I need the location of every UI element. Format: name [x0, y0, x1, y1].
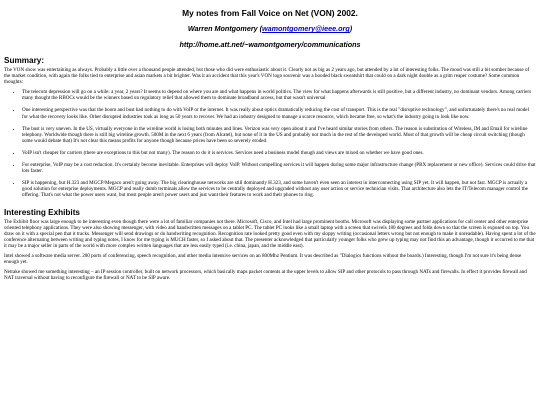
- page-title: My notes from Fall Voice on Net (VON) 2002.: [182, 8, 358, 18]
- summary-intro: The VON show was entertaining as always. Probably a little over a thousand people attended, but those who did were enthusiastic about it. Clearly not as big as 2 years ago, but attended by a lot of interesting folks. The mood was still a bit somber because of the market condition, with again the folks tied to enterprise and asian markets a bit brighter. Was it an accident that this year's VON logo souvenir was a hooded black sweatshirt that could on a dark night double as a grim reaper costume? Some common thoughts:: [4, 67, 530, 86]
- list-item: • VoIP isn't cheaper for carriers (there are exceptions to this but not many). The reason to do it is services. Services need a business model though and views are mixed on whether we have good ones.: [22, 150, 536, 156]
- exhibits-paragraph: The Exhibit floor was large enough to be interesting even though there were a lot of familiar companies not there. Microsoft, Cisco, and Intel had large prominent booths. Microsoft was displaying some partner applications for call center and other enterprise oriented telephony applications. They were also showing messenger, with video and handwritten messages on a tablet PC. The tablet PC looks like a small laptop with a screen that swivels 180 degrees and folds down so that the screen is exposed on top. You draw on it with a special pen that it tracks. Messenger will send drawings or do handwriting recognition. Recognition rate looked pretty good even with my sloppy writing (occasional letters wrong but not enough to make it unreadable). Having spent a lot of the conference alternating between writing and typing notes, I know for me typing is MUCH faster, so I asked about that. The presenter acknowledged that particularly younger folks who grew up typing may not find this an advantage, though it occurred to me that it may be a major seller in parts of the world with more complex written languages that are less easily typed (i.e. china, japan, and the middle east).: [4, 218, 536, 249]
- homepage-url: http://home.att.net/~wamontgomery/communications: [179, 40, 361, 49]
- author-line: [4, 24, 536, 34]
- list-item: • One interesting perspective was that the boom and bust had nothing to do with VoIP or the internet. It was really about optics dramatically reducing the cost of transport. This is the real "disruptive technology", and unfortunately there's no real model for what the recovery looks like. Other disrupted industries took as long as 50 years to recover. We had an industry designed to manage a scarce resource, which became free, so what's the industry going to look like now.: [22, 107, 536, 119]
- list-item: • The telecom depression will go on a while: a year, 2 years? It seems to depend on where you are and what happens in world politics. The view for what happens afterwards is still positive, but a different industry, no dominant vendors. Among carriers many thought the RBOCs would be the winners based on regulatory relief that allowed them to dominate broadband access, but that wasn't universal: [22, 89, 536, 101]
- list-item: • The bust is very uneven. In the US, virtually everyone in the wireline world is losing both minutes and lines. Verizon was very open about it and I've heard similar stories from others. The reason is substitution of Wireless, IM and Email for wireline telephony. Worldwide though there is still big wireline growth. 500M in the next 6 years (from Alcatel), but none of it in the US and probably not much in the rest of the developed world. Most of that growth will be cheap circuit switching (though some would debate that) It's not clear this means profits for anyone though because prices have been so severely eroded.: [22, 126, 536, 144]
- exhibits-paragraph: Netrake showed me something interesting – an IP session controller, built on network processors, which basically maps packet contents at the upper levels to allow SIP and other protocols to pass through NATs and firewalls. In effect it provides firewall and NAT traversal without having to reconfigure the firewall or NAT to be SIP aware.: [4, 269, 527, 282]
- summary-heading: Summary:: [4, 56, 45, 65]
- exhibits-heading: Interesting Exhibits: [4, 207, 80, 217]
- exhibits-section: [4, 208, 536, 282]
- author-suffix: ): [349, 24, 353, 33]
- summary-bullet-list: [4, 89, 536, 198]
- author-name: Warren Montgomery (: [187, 24, 263, 33]
- exhibits-paragraph: Intel showed a software media server. 200 ports of conferencing, speech recognition, and other media intensive services on an 800Mhz Pentium. It was described as "Dialogics functions without the boards.) Interesting, though I'm not sure it's being dense enough yet.: [4, 252, 522, 266]
- author-email-link[interactable]: wamontgomery@ieee.org: [262, 24, 350, 33]
- list-item: • For enterprise, VoIP may be a cost reduction. It's certainly become inevitable. Enterprises will deploy VoIP. Without compelling services it will happen during some major infrastructure change (PBX replacement or new office). Services could drive that lots faster.: [22, 162, 536, 174]
- list-item: • SIP is happening, but H.323 and MGCP/Megaco aren't going away. The big clearinghouse networks are still dominantly H.323, and some haven't even seen an interest in interconnecting using SIP yet. It will happen, but not fast. MGCP is actually a good solution for enterprise deployments. MGCP and really dumb terminals allow the services to be centrally deployed and upgraded without any user action or service technician visits. That architecture also lets the IT/Telecom manager control the offering. That's not what the power users want, but most people aren't power users and just want their features to work and their phones to ring.: [22, 180, 536, 198]
